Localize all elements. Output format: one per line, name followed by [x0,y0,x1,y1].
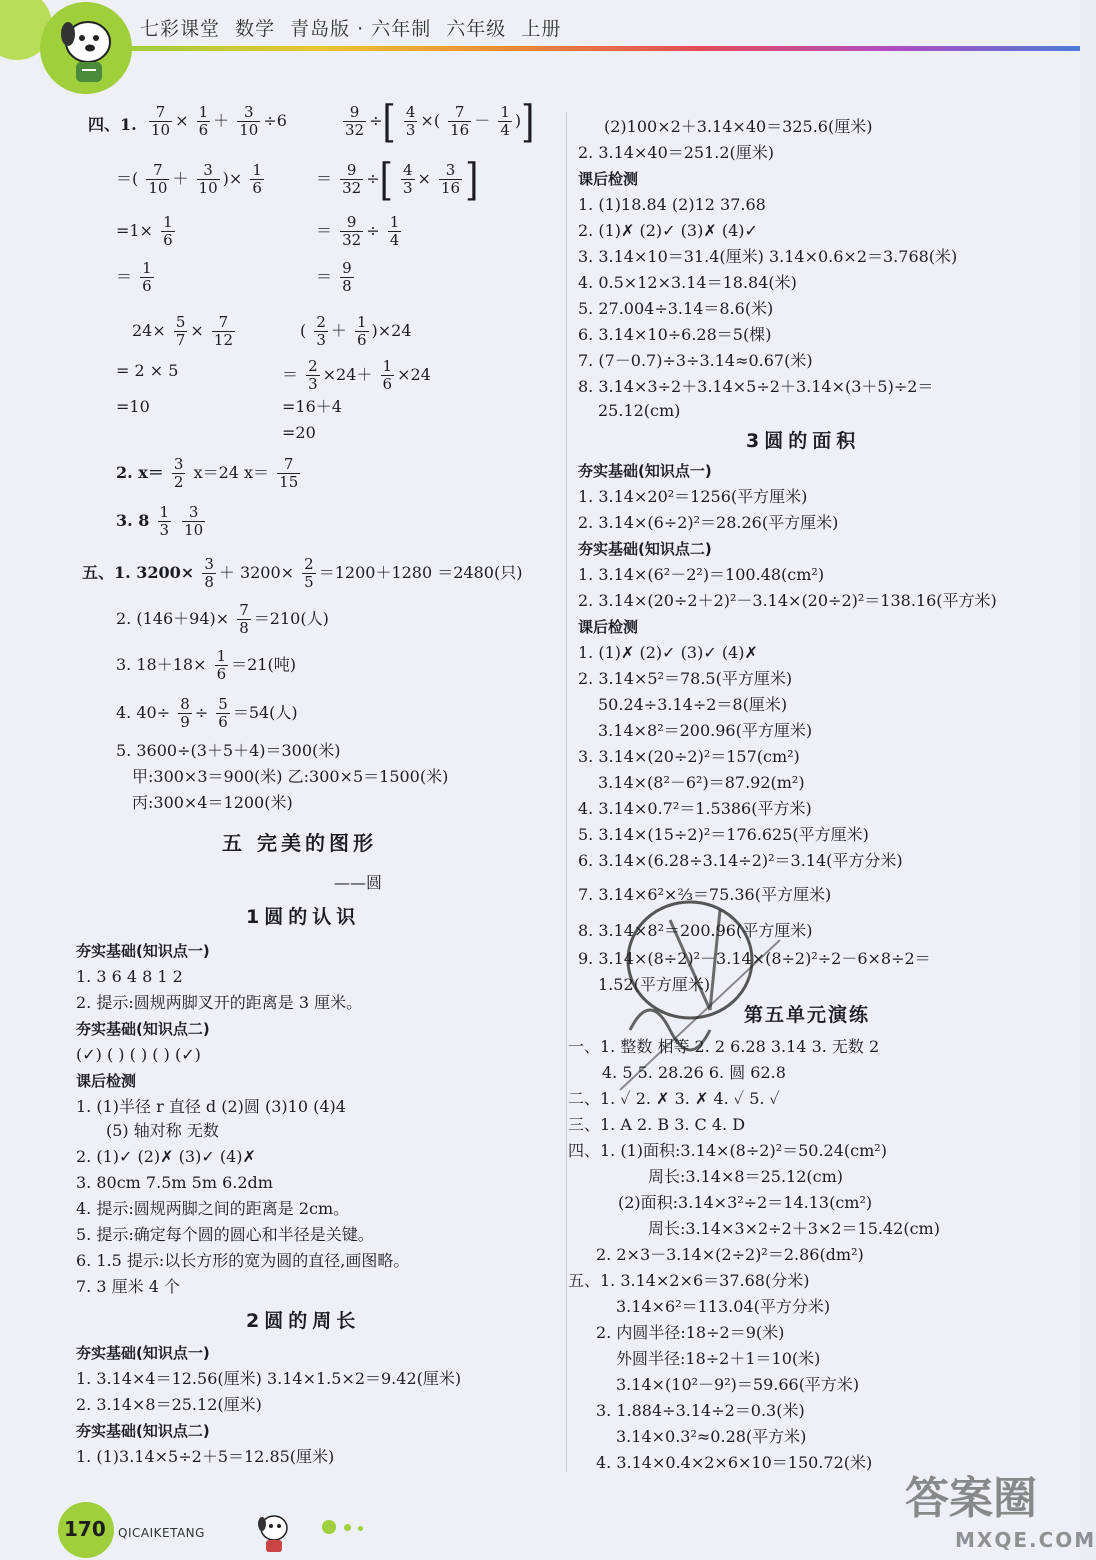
step-4b: ＝ $\frac{9}{8}$ [316,259,352,295]
l1-basic-2-heading: 夯实基础(知识点二) [76,1020,210,1038]
r-line-22: 50.24÷3.14÷2＝8(厘米) [598,695,788,714]
l2-basic-2-heading: 夯实基础(知识点二) [76,1422,210,1440]
section-5-q5-b: 甲:300×3＝900(米) 乙:300×5＝1500(米) [132,767,449,786]
header-grade: 六年级 [446,18,507,40]
r-line-17: 1. 3.14×(6²－2²)＝100.48(cm²) [578,565,825,584]
r-line-29: 7. 3.14×6²×⅔＝75.36(平方厘米) [578,885,832,904]
dog-mascot-small-icon [248,1510,300,1556]
question-3: 3. 8 $\frac{1}{3}$ $\frac{3}{10}$ [116,503,204,539]
r-line-21: 2. 3.14×5²＝78.5(平方厘米) [578,669,793,688]
r-line-47: 3. 1.884÷3.14÷2＝0.3(米) [596,1401,805,1420]
step-2a: ＝( $\frac{7}{10}$ ＋ $\frac{3}{10}$ )× $\frac{1}{6}$ [116,161,262,197]
step-4a: ＝ $\frac{1}{6}$ [116,259,152,295]
left-column [0,95,566,1490]
l1-basic-1-ans2: 2. 提示:圆规两脚叉开的距离是 3 厘米。 [76,993,363,1012]
header-subject: 数学 [235,18,276,40]
r-line-4: 1. (1)18.84 (2)12 37.68 [578,195,766,214]
unit-title: 五 完美的图形 [222,831,377,855]
lesson-2-title: 2圆的周长 [246,1310,361,1332]
step-2b: ＝ $\frac{9}{32}$ ÷[ $\frac{4}{3}$ × $\frac{3}{16}$ ] [316,153,479,206]
expr-2b: ( $\frac{2}{3}$ ＋ $\frac{1}{6}$ )×24 [300,313,412,349]
r-line-34: 4. 5 5. 28.26 6. 圆 62.8 [602,1063,786,1082]
r-line-26: 4. 3.14×0.7²＝1.5386(平方米) [578,799,812,818]
page-number: 170 [64,1517,106,1541]
step-7b: =20 [282,423,316,442]
step-6b: =16＋4 [282,397,342,416]
r-basic-1-heading: 夯实基础(知识点一) [578,462,712,480]
step-5a: = 2 × 5 [116,361,179,380]
section-4-label: 四、1. [88,115,137,134]
header-volume: 上册 [521,18,562,40]
r-line-30: 8. 3.14×8²＝200.96(平方厘米) [578,921,813,940]
r-line-8: 5. 27.004÷3.14＝8.6(米) [578,299,774,318]
r-line-45: 外圆半径:18÷2＋1＝10(米) [616,1349,821,1368]
r-line-25: 3.14×(8²－6²)＝87.92(m²) [598,773,805,792]
l1-check-heading: 课后检测 [76,1072,137,1090]
expr-2a: 24× $\frac{5}{7}$ × $\frac{7}{12}$ [132,313,233,349]
r-line-39: (2)面积:3.14×3²÷2＝14.13(cm²) [618,1193,873,1212]
site-watermark: 答案圈 [905,1473,1037,1524]
l1-check-5: 5. 提示:确定每个圆的圆心和半径是关键。 [76,1225,374,1244]
r-line-2: 2. 3.14×40＝251.2(厘米) [578,143,775,162]
l2-basic-1-ans2: 2. 3.14×8＝25.12(厘米) [76,1395,262,1414]
r-line-1: (2)100×2＋3.14×40＝325.6(厘米) [604,117,873,136]
expr-1a: $\frac{7}{10}$ × $\frac{1}{6}$ ＋ $\frac{3}{10}$ ÷6 [151,103,287,139]
header-brand: 七彩课堂 [140,18,221,40]
r-line-14: 1. 3.14×20²＝1256(平方厘米) [578,487,808,506]
r-line-15: 2. 3.14×(6÷2)²＝28.26(平方厘米) [578,513,839,532]
l1-check-3: 3. 80cm 7.5m 5m 6.2dm [76,1173,273,1192]
r-line-42: 五、1. 3.14×2×6＝37.68(分米) [568,1271,810,1290]
l1-check-7: 7. 3 厘米 4 个 [76,1277,180,1296]
l2-basic-1-ans1: 1. 3.14×4＝12.56(厘米) 3.14×1.5×2＝9.42(厘米) [76,1369,462,1388]
r-line-9: 6. 3.14×10÷6.28＝5(棵) [578,325,772,344]
step-3a: =1× $\frac{1}{6}$ [116,213,173,249]
r-line-6: 3. 3.14×10＝31.4(厘米) 3.14×0.6×2＝3.768(米) [578,247,958,266]
r-check2-heading: 课后检测 [578,618,639,636]
r-line-7: 4. 0.5×12×3.14＝18.84(米) [578,273,797,292]
r-line-41: 2. 2×3－3.14×(2÷2)²＝2.86(dm²) [596,1245,864,1264]
r-line-12: 25.12(cm) [598,401,681,420]
expr-1b: $\frac{9}{32}$ ÷[ $\frac{4}{3}$ ×( $\frac{7}{16}$ － $\frac{1}{4}$ )] [345,95,535,148]
step-6a: =10 [116,397,150,416]
unit-5-review-title: 第五单元演练 [744,1004,871,1026]
r-line-35: 二、1. ✓ 2. ✗ 3. ✗ 4. ✓ 5. ✓ [568,1089,780,1108]
l1-basic-1-ans1: 1. 3 6 4 8 1 2 [76,967,183,986]
r-line-10: 7. (7－0.7)÷3÷3.14≈0.67(米) [578,351,813,370]
r-line-46: 3.14×(10²－9²)＝59.66(平方米) [616,1375,860,1394]
r-line-48: 3.14×0.3²≈0.28(平方米) [616,1427,807,1446]
l1-check-2: 2. (1)✓ (2)✗ (3)✓ (4)✗ [76,1147,256,1166]
footer-brand: QICAIKETANG [118,1526,205,1540]
r-line-24: 3. 3.14×(20÷2)²＝157(cm²) [578,747,800,766]
question-2: 2. x＝ $\frac{3}{2}$ x＝24 x＝ $\frac{7}{15}$ [116,455,299,491]
l1-check-4: 4. 提示:圆规两脚之间的距离是 2cm。 [76,1199,350,1218]
r-line-43: 3.14×6²＝113.04(平方分米) [616,1297,831,1316]
r-line-28: 6. 3.14×(6.28÷3.14÷2)²＝3.14(平方分米) [578,851,903,870]
r-line-31: 9. 3.14×(8÷2)²－3.14×(8÷2)²÷2－6×8÷2＝ [578,949,931,968]
r-line-40: 周长:3.14×3×2÷2＋3×2＝15.42(cm) [648,1219,940,1238]
r-line-37: 四、1. (1)面积:3.14×(8÷2)²＝50.24(cm²) [568,1141,887,1160]
header-title [140,14,569,41]
r-line-44: 2. 内圆半径:18÷2＝9(米) [596,1323,785,1342]
right-column [566,100,1080,1490]
handwritten-watermark [600,880,830,1110]
lesson-1-title: 1圆的认识 [246,906,361,928]
r-line-32: 1.52(平方厘米) [598,975,711,994]
header-edition: 青岛版 · 六年制 [290,18,432,40]
r-line-23: 3.14×8²＝200.96(平方厘米) [598,721,813,740]
unit-subtitle: ——圆 [334,873,383,892]
step-5b: ＝ $\frac{2}{3}$ ×24＋ $\frac{1}{6}$ ×24 [282,357,431,393]
l1-basic-1-heading: 夯实基础(知识点一) [76,942,210,960]
header-rainbow-bar [130,46,1080,51]
section-5-q5-c: 丙:300×4＝1200(米) [132,793,293,812]
r-line-27: 5. 3.14×(15÷2)²＝176.625(平方厘米) [578,825,869,844]
lesson-3-title: 3圆的面积 [746,430,861,452]
r-line-20: 1. (1)✗ (2)✓ (3)✓ (4)✗ [578,643,758,662]
page-header [0,0,1080,92]
section-5-q5: 5. 3600÷(3＋5＋4)＝300(米) [116,741,341,760]
l2-basic-1-heading: 夯实基础(知识点一) [76,1344,210,1362]
l1-check-6: 6. 1.5 提示:以长方形的宽为圆的直径,画图略。 [76,1251,410,1270]
section-5-q2: 2. (146＋94)× $\frac{7}{8}$ ＝210(人) [116,601,329,637]
site-watermark-url: MXQE.COM [955,1528,1096,1552]
r-line-36: 三、1. A 2. B 3. C 4. D [568,1115,746,1134]
section-5-q3: 3. 18＋18× $\frac{1}{6}$ ＝21(吨) [116,647,296,683]
r-line-38: 周长:3.14×8＝25.12(cm) [648,1167,844,1186]
l1-basic-2-ans1: (✓) ( ) ( ) ( ) (✓) [76,1045,201,1064]
l2-basic-2-ans1: 1. (1)3.14×5÷2＋5＝12.85(厘米) [76,1447,335,1466]
dog-mascot-icon [46,4,130,88]
section-5-q4: 4. 40÷ $\frac{8}{9}$ ÷ $\frac{5}{6}$ ＝54(人) [116,695,298,731]
r-line-49: 4. 3.14×0.4×2×6×10＝150.72(米) [596,1453,873,1472]
r-check-heading: 课后检测 [578,170,639,188]
r-line-33: 一、1. 整数 相等 2. 2 6.28 3.14 3. 无数 2 [568,1037,880,1056]
r-line-11: 8. 3.14×3÷2＋3.14×5÷2＋3.14×(3＋5)÷2＝ [578,377,934,396]
r-line-18: 2. 3.14×(20÷2＋2)²－3.14×(20÷2)²＝138.16(平方米) [578,591,997,610]
section-5-q1: 五、1. 3200× $\frac{3}{8}$ ＋ 3200× $\frac{2}{5}$ ＝1200＋1280 ＝2480(只) [82,555,523,591]
l1-check-1b: (5) 轴对称 无数 [106,1121,219,1140]
l1-check-1: 1. (1)半径 r 直径 d (2)圆 (3)10 (4)4 [76,1097,346,1116]
r-line-5: 2. (1)✗ (2)✓ (3)✗ (4)✓ [578,221,758,240]
r-basic-2-heading: 夯实基础(知识点二) [578,540,712,558]
step-3b: ＝ $\frac{9}{32}$ ÷ $\frac{1}{4}$ [316,213,400,249]
